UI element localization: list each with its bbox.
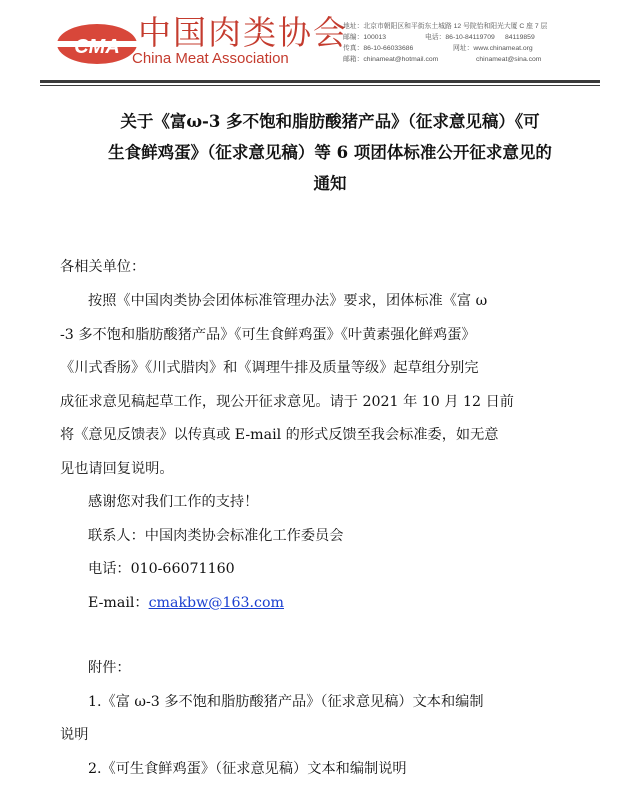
email-label: E-mail： (88, 594, 149, 611)
email-line (60, 587, 580, 621)
email-link[interactable]: cmakbw@163.com (148, 594, 284, 611)
attachment-1: 1.《富 ω-3 多不饱和脂肪酸猪产品》（征求意见稿）文本和编制 (88, 693, 484, 710)
header-rule-thick (40, 80, 600, 83)
contact-person: 联系人：中国肉类协会标准化工作委员会 (88, 527, 344, 544)
para-line: 《川式香肠》《川式腊肉》和《调理牛排及质量等级》起草组分别完 (60, 360, 479, 376)
logo-text: CMA (74, 36, 120, 58)
title-line-1: 关于《富ω-3 多不饱和脂肪酸猪产品》（征求意见稿）《可 (120, 112, 540, 131)
para-line: -3 多不饱和脂肪酸猪产品》《可生食鲜鸡蛋》《叶黄素强化鲜鸡蛋》 (60, 326, 476, 343)
phone-line: 电话：010-66071160 (88, 561, 235, 577)
salutation: 各相关单位： (60, 259, 146, 275)
thanks-line: 感谢您对我们工作的支持！ (88, 494, 259, 510)
para-line: 成征求意见稿起草工作，现公开征求意见。请于 2021 年 10 月 12 日前 (60, 393, 514, 410)
attachments (60, 652, 580, 786)
fax: 传真：86-10-66033686 (343, 45, 414, 52)
para-line: 将《意见反馈表》以传真或 E-mail 的形式反馈至我会标准委，如无意 (60, 427, 499, 443)
email-label: 邮箱： (343, 56, 364, 63)
email-2: chinameat@sina.com (476, 56, 542, 63)
para-line: 按照《中国肉类协会团体标准管理办法》要求，团体标准《富 ω (88, 293, 488, 309)
telephone: 电话：86-10-84119709 (425, 34, 495, 41)
title-line-3: 通知 (313, 174, 347, 193)
contact-block (343, 21, 547, 65)
cma-logo (52, 20, 142, 66)
org-name-cn: 中国肉类协会 (138, 13, 348, 52)
attachment-2: 2.《可生食鲜鸡蛋》（征求意见稿）文本和编制说明 (88, 760, 407, 777)
main-paragraph (60, 285, 580, 486)
address: 地址：北京市朝阳区和平街东土城路 12 号院怡和阳光大厦 C 座 7 层 (343, 23, 548, 30)
email-1: chinameat@hotmail.com (363, 56, 439, 63)
attachment-1-cont: 说明 (60, 727, 89, 743)
closing-block (60, 486, 580, 620)
attach-label: 附件： (88, 660, 131, 676)
website: 网址：www.chinameat.org (453, 45, 533, 52)
postcode: 邮编：100013 (343, 34, 387, 41)
para-line: 见也请回复说明。 (60, 460, 174, 477)
telephone-2: 84119859 (505, 34, 535, 41)
header-rule-thin (40, 85, 600, 86)
org-name-en: China Meat Association (132, 50, 289, 67)
notice-title (60, 106, 600, 199)
title-line-2: 生食鲜鸡蛋》（征求意见稿）等 6 项团体标准公开征求意见的 (108, 143, 552, 162)
